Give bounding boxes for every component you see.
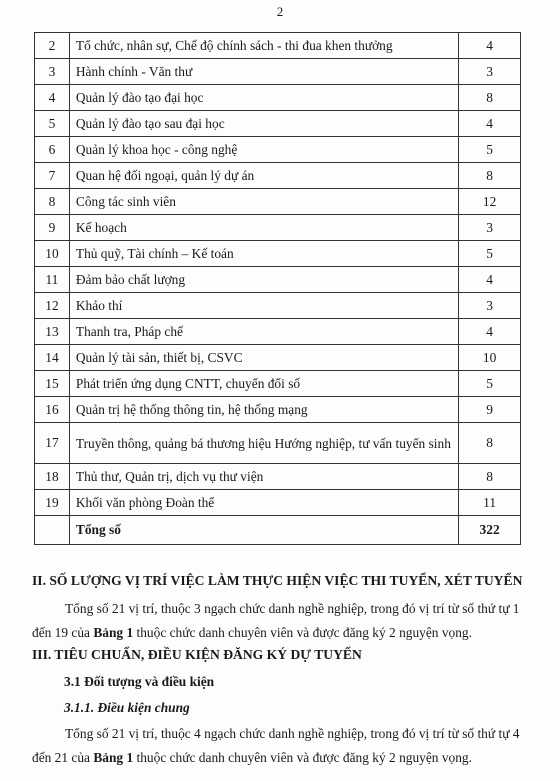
row-count: 8 [459, 163, 521, 189]
staff-table [34, 32, 521, 545]
row-number: 12 [35, 293, 70, 319]
paragraph-text: Tổng số 21 vị trí, thuộc 3 ngạch chức danh nghề nghiệp, trong đó vị trí từ số thứ tự 1 đến 19 của [32, 601, 520, 640]
section-3-heading: III. TIÊU CHUẨN, ĐIỀU KIỆN ĐĂNG KÝ DỰ TUYỂN [32, 647, 362, 662]
table-row [35, 215, 521, 241]
row-count: 8 [459, 85, 521, 111]
row-count: 4 [459, 319, 521, 345]
row-department: Công tác sinh viên [69, 189, 458, 215]
paragraph-bold-ref: Bảng 1 [93, 750, 134, 765]
row-number: 11 [35, 267, 70, 293]
row-count: 12 [459, 189, 521, 215]
table-row [35, 293, 521, 319]
row-count: 3 [459, 215, 521, 241]
row-number: 9 [35, 215, 70, 241]
row-count: 8 [459, 423, 521, 464]
table-row [35, 371, 521, 397]
row-department: Thanh tra, Pháp chế [69, 319, 458, 345]
row-count: 5 [459, 241, 521, 267]
row-number: 19 [35, 490, 70, 516]
row-number: 2 [35, 33, 70, 59]
row-count: 5 [459, 137, 521, 163]
row-number: 3 [35, 59, 70, 85]
section-3-1-heading: 3.1 Đối tượng và điều kiện [64, 674, 215, 689]
row-department: Quan hệ đối ngoại, quản lý dự án [69, 163, 458, 189]
paragraph-text: Tổng số 21 vị trí, thuộc 4 ngạch chức danh nghề nghiệp, trong đó vị trí từ số thứ tự 4 đến 21 của [32, 726, 520, 765]
row-department: Quản lý đào tạo đại học [69, 85, 458, 111]
row-department: Khối văn phòng Đoàn thể [69, 490, 458, 516]
total-number-cell [35, 516, 70, 545]
row-department: Quản lý tài sản, thiết bị, CSVC [69, 345, 458, 371]
table-row [35, 423, 521, 464]
row-number: 8 [35, 189, 70, 215]
row-department: Thủ thư, Quản trị, dịch vụ thư viện [69, 464, 458, 490]
table-row [35, 490, 521, 516]
paragraph-text: thuộc chức danh chuyên viên và được đăng ký 2 nguyện vọng. [133, 625, 472, 640]
total-count: 322 [459, 516, 521, 545]
paragraph-bold-ref: Bảng 1 [93, 625, 134, 640]
section-2-paragraph [32, 597, 532, 645]
table-row [35, 345, 521, 371]
row-number: 15 [35, 371, 70, 397]
row-count: 4 [459, 267, 521, 293]
table-row [35, 163, 521, 189]
section-3-1-1-heading: 3.1.1. Điều kiện chung [64, 700, 190, 715]
row-department: Truyền thông, quảng bá thương hiệu Hướng nghiệp, tư vấn tuyển sinh [69, 423, 458, 464]
row-count: 3 [459, 59, 521, 85]
row-department: Quản trị hệ thống thông tin, hệ thống mạng [69, 397, 458, 423]
table-row [35, 319, 521, 345]
row-department: Quản lý đào tạo sau đại học [69, 111, 458, 137]
table-row [35, 85, 521, 111]
row-number: 16 [35, 397, 70, 423]
row-number: 17 [35, 423, 70, 464]
row-count: 10 [459, 345, 521, 371]
section-2-heading: II. SỐ LƯỢNG VỊ TRÍ VIỆC LÀM THỰC HIỆN VIỆC THI TUYỂN, XÉT TUYỂN [32, 573, 523, 588]
row-number: 7 [35, 163, 70, 189]
table-total-row [35, 516, 521, 545]
table-row [35, 137, 521, 163]
page-number: 2 [276, 4, 284, 19]
row-department: Đảm bảo chất lượng [69, 267, 458, 293]
row-count: 11 [459, 490, 521, 516]
table-row [35, 464, 521, 490]
row-department: Phát triển ứng dụng CNTT, chuyển đổi số [69, 371, 458, 397]
row-department: Khảo thí [69, 293, 458, 319]
section-3-paragraph [32, 722, 532, 770]
total-label: Tổng số [69, 516, 458, 545]
row-number: 6 [35, 137, 70, 163]
table-row [35, 59, 521, 85]
row-department: Thủ quỹ, Tài chính – Kế toán [69, 241, 458, 267]
row-number: 13 [35, 319, 70, 345]
row-department: Hành chính - Văn thư [69, 59, 458, 85]
table-row [35, 397, 521, 423]
row-count: 5 [459, 371, 521, 397]
row-number: 18 [35, 464, 70, 490]
row-count: 3 [459, 293, 521, 319]
table-row [35, 33, 521, 59]
table-row [35, 189, 521, 215]
row-count: 4 [459, 111, 521, 137]
row-count: 4 [459, 33, 521, 59]
row-number: 10 [35, 241, 70, 267]
row-department: Kế hoạch [69, 215, 458, 241]
row-count: 8 [459, 464, 521, 490]
row-department: Tổ chức, nhân sự, Chế độ chính sách - thi đua khen thưởng [69, 33, 458, 59]
paragraph-text: thuộc chức danh chuyên viên và được đăng ký 2 nguyện vọng. [133, 750, 472, 765]
row-number: 4 [35, 85, 70, 111]
row-number: 5 [35, 111, 70, 137]
table-row [35, 241, 521, 267]
table-row [35, 267, 521, 293]
row-department: Quản lý khoa học - công nghệ [69, 137, 458, 163]
row-count: 9 [459, 397, 521, 423]
table-row [35, 111, 521, 137]
row-number: 14 [35, 345, 70, 371]
